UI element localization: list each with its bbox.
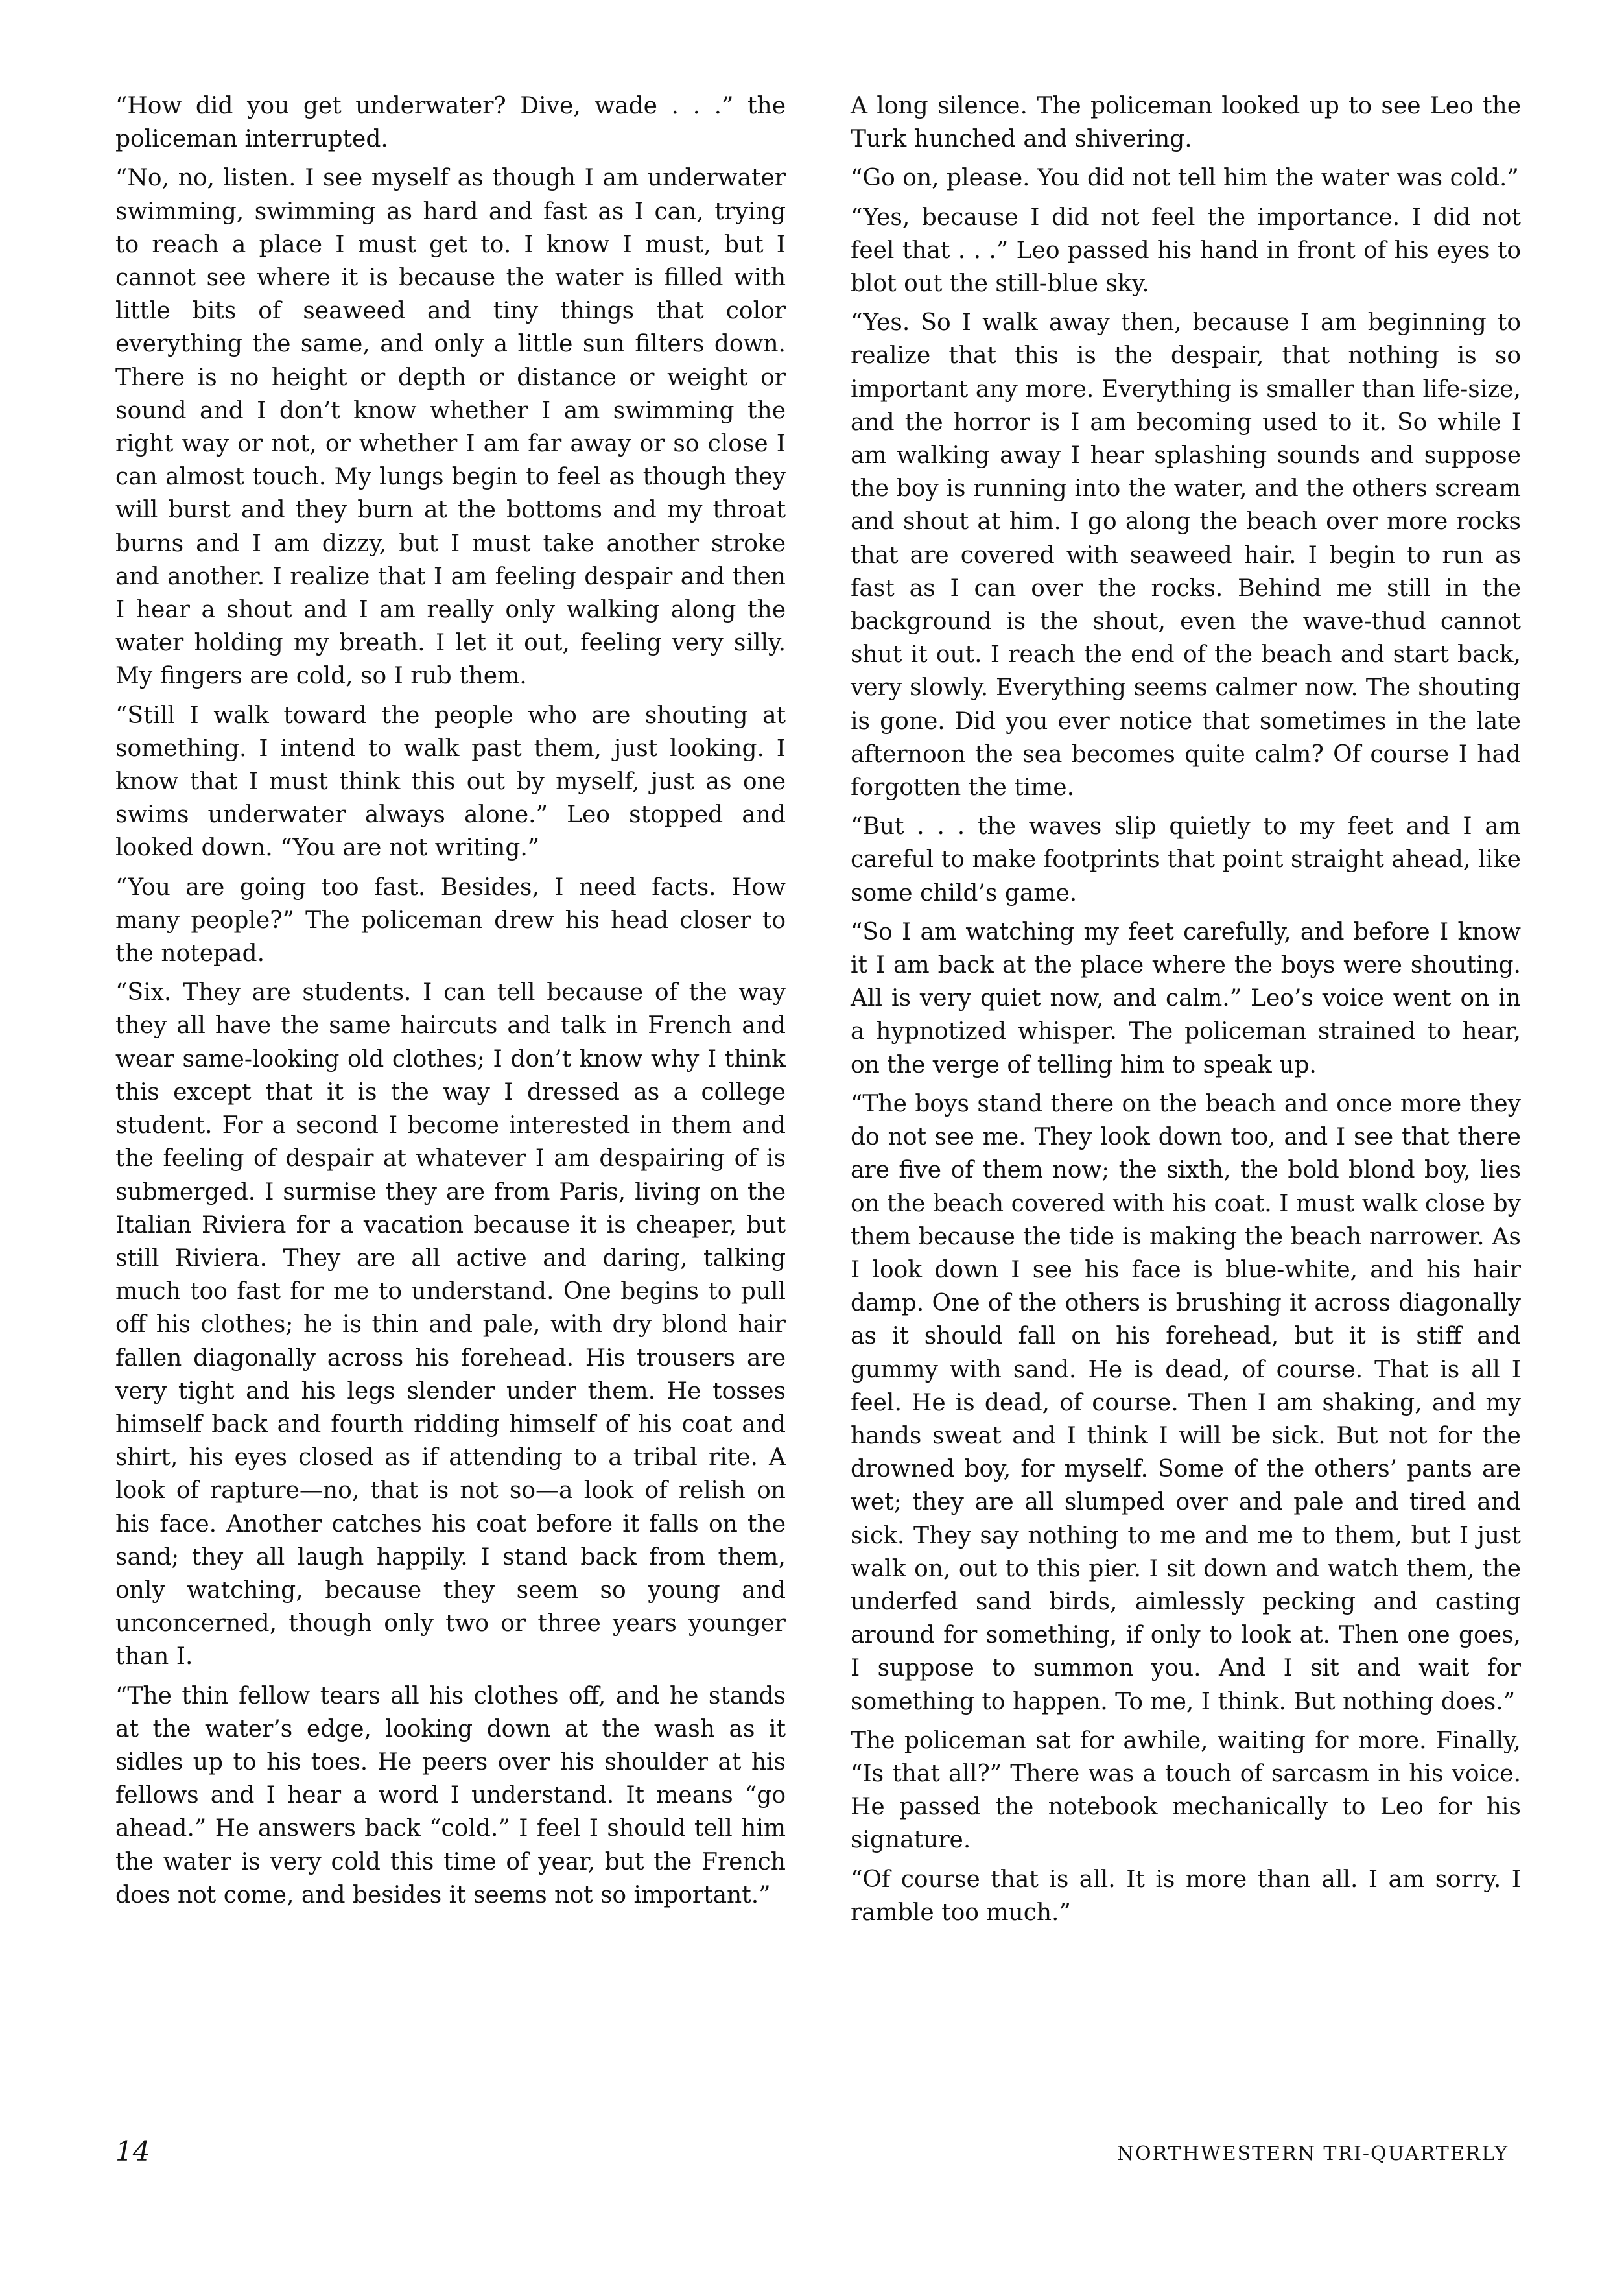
paragraph: “Yes, because I did not feel the importance. I did not feel that . . .” Leo passed his hand in front of his eyes to blot out the still-blue sky. xyxy=(851,204,1521,298)
paragraph: A long silence. The policeman looked up to see Leo the Turk hunched and shivering. xyxy=(851,93,1521,153)
paragraph: “How did you get underwater? Dive, wade . . .” the policeman interrupted. xyxy=(115,93,786,153)
paragraph: “You are going too fast. Besides, I need facts. How many people?” The policeman drew his head closer to the notepad. xyxy=(115,873,786,968)
paragraph: “So I am watching my feet carefully, and before I know it I am back at the place where the boys were shouting. All is very quiet now, and calm.” Leo’s voice went on in a hypnotized whisper. The policeman strained to hear, on the verge of telling him to speak up. xyxy=(851,918,1521,1078)
page-number: 14 xyxy=(115,2135,150,2167)
paragraph: “The thin fellow tears all his clothes off, and he stands at the water’s edge, looking down at the wash as it sidles up to his toes. He peers over his shoulder at his fellows and I hear a word I understand. It means “go ahead.” He answers back “cold.” I feel I should tell him the water is very cold this time of year, but the French does not come, and besides it seems not so important.” xyxy=(115,1682,786,1908)
running-head: NORTHWESTERN TRI-QUARTERLY xyxy=(1116,2143,1509,2165)
paragraph: “But . . . the waves slip quietly to my feet and I am careful to make footprints that point straight ahead, like some child’s game. xyxy=(851,813,1521,907)
paragraph: “Of course that is all. It is more than all. I am sorry. I ramble too much.” xyxy=(851,1866,1521,1926)
paragraph: “The boys stand there on the beach and once more they do not see me. They look down too, and I see that there are five of them now; the sixth, the bold blond boy, lies on the beach covered with his coat. I must walk close by them because the tide is making the beach narrower. As I look down I see his face is blue-white, and his hair damp. One of the others is brushing it across diagonally as it should fall on his forehead, but it is stiff and gummy with sand. He is dead, of course. That is all I feel. He is dead, of course. Then I am shaking, and my hands sweat and I think I will be sick. But not for the drowned boy, for myself. Some of the others’ pants are wet; they are all slumped over and pale and tired and sick. They say nothing to me and me to them, but I just walk on, out to this pier. I sit down and watch them, the underfed sand birds, aimlessly pecking and casting around for something, if only to look at. Then one goes, I suppose to summon you. And I sit and wait for something to happen. To me, I think. But nothing does.” xyxy=(851,1090,1521,1715)
paragraph: “Yes. So I walk away then, because I am beginning to realize that this is the despair, that nothing is so important any more. Everything is smaller than life-size, and the horror is I am becoming used to it. So while I am walking away I hear splashing sounds and suppose the boy is running into the water, and the others scream and shout at him. I go along the beach over more rocks that are covered with seaweed hair. I begin to run as fast as I can over the rocks. Behind me still in the background is the shout, even the wave-thud cannot shut it out. I reach the end of the beach and start back, very slowly. Everything seems calmer now. The shouting is gone. Did you ever notice that sometimes in the late afternoon the sea becomes quite calm? Of course I had forgotten the time. xyxy=(851,309,1521,802)
paragraph: The policeman sat for awhile, waiting for more. Finally, “Is that all?” There was a touch of sarcasm in his voice. He passed the notebook mechanically to Leo for his signature. xyxy=(851,1727,1521,1854)
paragraph: “Still I walk toward the people who are shouting at something. I intend to walk past them, just looking. I know that I must think this out by myself, just as one swims underwater always alone.” Leo stopped and looked down. “You are not writing.” xyxy=(115,702,786,862)
paragraph: “Six. They are students. I can tell because of the way they all have the same haircuts and talk in French and wear same-looking old clothes; I don’t know why I think this except that it is the way I dressed as a college student. For a second I become interested in them and the feeling of despair at whatever I am despairing of is submerged. I surmise they are from Paris, living on the Italian Riviera for a vacation because it is cheaper, but still Riviera. They are all active and daring, talking much too fast for me to understand. One begins to pull off his clothes; he is thin and pale, with dry blond hair fallen diagonally across his forehead. His trousers are very tight and his legs slender under them. He tosses himself back and fourth ridding himself of his coat and shirt, his eyes closed as if attending to a tribal rite. A look of rapture—no, that is not so—a look of relish on his face. Another catches his coat before it falls on the sand; they all laugh happily. I stand back from them, only watching, because they seem so young and unconcerned, though only two or three years younger than I. xyxy=(115,979,786,1670)
left-column xyxy=(115,89,786,1918)
paragraph: “No, no, listen. I see myself as though I am underwater swimming, swimming as hard and fast as I can, trying to reach a place I must get to. I know I must, but I cannot see where it is because the water is filled with little bits of seaweed and tiny things that color everything the same, and only a little sun filters down. There is no height or depth or distance or weight or sound and I don’t know whether I am swimming the right way or not, or whether I am far away or so close I can almost touch. My lungs begin to feel as though they will burst and they burn at the bottoms and my throat burns and I am dizzy, but I must take another stroke and another. I realize that I am feeling despair and then I hear a shout and I am really only walking along the water holding my breath. I let it out, feeling very silly. My fingers are cold, so I rub them. xyxy=(115,165,786,690)
paragraph: “Go on, please. You did not tell him the water was cold.” xyxy=(851,165,1519,192)
right-column xyxy=(851,89,1521,1935)
